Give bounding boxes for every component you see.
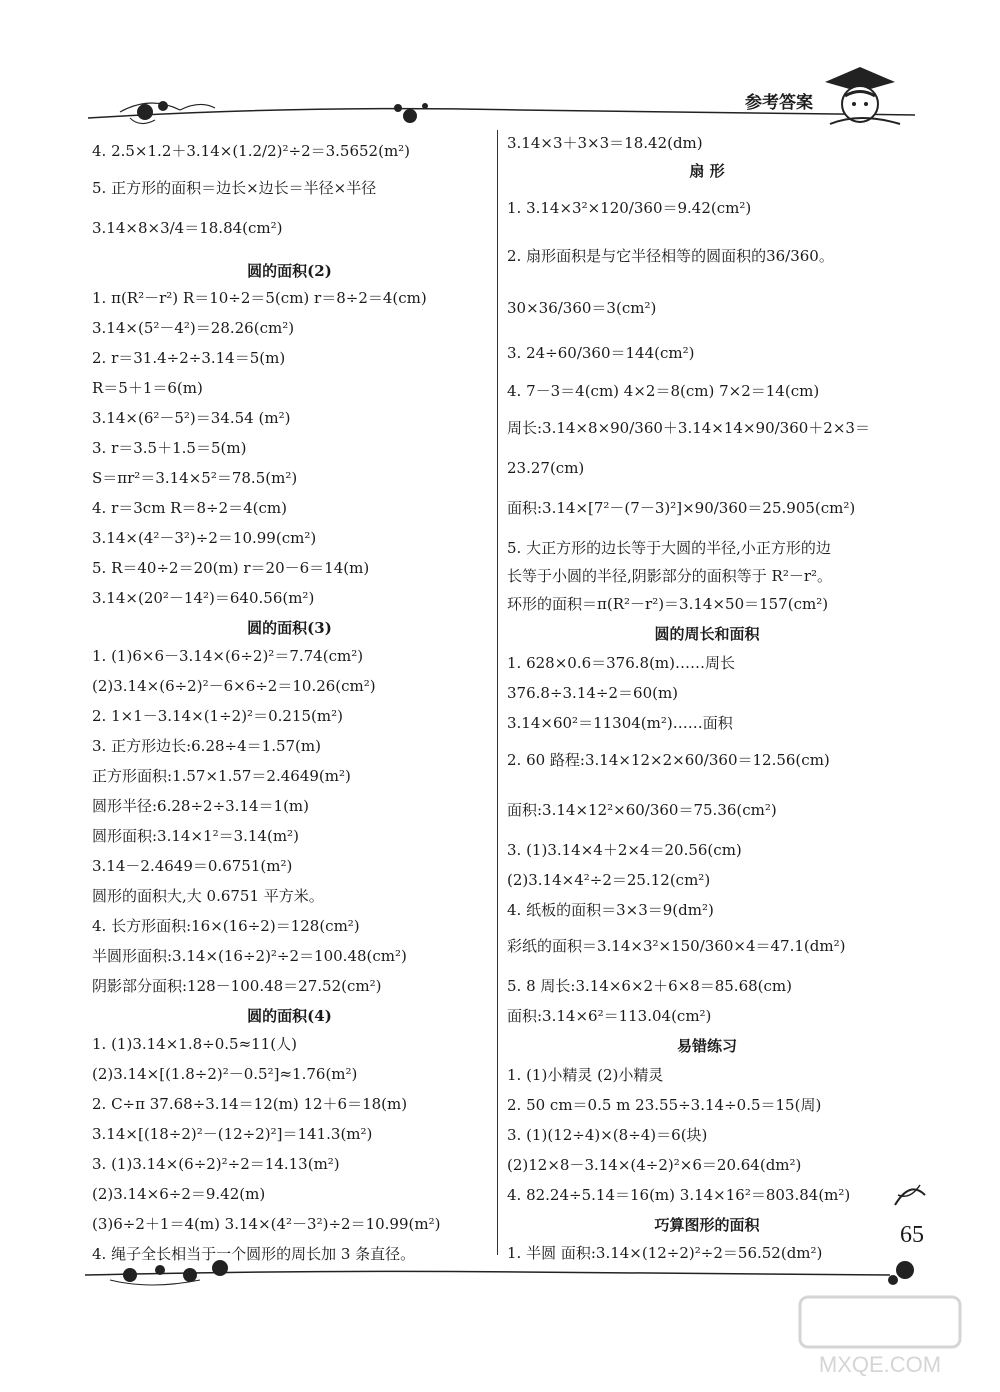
answer-line: 阴影部分面积:128－100.48＝27.52(cm²) (92, 977, 382, 995)
answer-line: 3.14×3＋3×3＝18.42(dm) (507, 134, 703, 152)
answer-line: 4. 7－3＝4(cm) 4×2＝8(cm) 7×2＝14(cm) (507, 382, 820, 400)
answer-line: 周长:3.14×8×90/360＋3.14×14×90/360＋2×3＝ (507, 419, 870, 437)
section-heading: 圆的周长和面积 (654, 625, 760, 643)
answer-line: 4. 长方形面积:16×(16÷2)＝128(cm²) (92, 917, 360, 935)
answer-line: 3.14×(5²－4²)＝28.26(cm²) (92, 319, 295, 337)
answer-line: 2. 扇形面积是与它半径相等的圆面积的36/360。 (507, 247, 834, 265)
answer-line: 3. 正方形边长:6.28÷4＝1.57(m) (92, 737, 321, 755)
section-heading: 圆的面积(3) (247, 619, 332, 637)
answer-line: 环形的面积＝π(R²－r²)＝3.14×50＝157(cm²) (507, 595, 829, 613)
section-heading: 易错练习 (676, 1037, 737, 1055)
answer-line: 1. 628×0.6＝376.8(m)……周长 (507, 654, 736, 672)
answer-line: S＝πr²＝3.14×5²＝78.5(m²) (92, 469, 298, 487)
answer-line: 376.8÷3.14÷2＝60(m) (507, 684, 679, 702)
answer-line: 圆形面积:3.14×1²＝3.14(m²) (92, 827, 299, 845)
answer-line: 3.14－2.4649＝0.6751(m²) (92, 857, 293, 875)
answer-line: 3.14×8×3/4＝18.84(cm²) (92, 219, 283, 237)
answer-line: 23.27(cm) (507, 459, 585, 477)
answer-line: 2. 60 路程:3.14×12×2×60/360＝12.56(cm) (507, 751, 830, 769)
page-number: 65 (900, 1222, 924, 1248)
answer-line: 1. 3.14×3²×120/360＝9.42(cm²) (507, 199, 752, 217)
answer-line: 3.14×(20²－14²)＝640.56(m²) (92, 589, 315, 607)
answer-line: 4. 纸板的面积＝3×3＝9(dm²) (507, 901, 714, 919)
answer-line: 4. 82.24÷5.14＝16(m) 3.14×16²＝803.84(m²) (507, 1186, 851, 1204)
answer-line: 4. r＝3cm R＝8÷2＝4(cm) (92, 499, 288, 517)
answer-line: 面积:3.14×6²＝113.04(cm²) (507, 1007, 712, 1025)
answer-line: (2)3.14×4²÷2＝25.12(cm²) (507, 871, 711, 889)
answer-line: 2. 1×1－3.14×(1÷2)²＝0.215(m²) (92, 707, 343, 725)
answer-line: 3. (1)3.14×4＋2×4＝20.56(cm) (507, 841, 742, 859)
answer-line: 3.14×(6²－5²)＝34.54 (m²) (92, 409, 291, 427)
answer-line: 2. C÷π 37.68÷3.14＝12(m) 12＋6＝18(m) (92, 1095, 408, 1113)
corner-ornament (890, 1175, 930, 1215)
answer-line: 4. 2.5×1.2＋3.14×(1.2/2)²÷2＝3.5652(m²) (92, 142, 411, 160)
answer-line: 5. 大正方形的边长等于大圆的半径,小正方形的边 (507, 539, 831, 557)
answer-line: 3. (1)(12÷4)×(8÷4)＝6(块) (507, 1126, 708, 1144)
section-heading: 扇 形 (689, 162, 725, 180)
answer-line: 5. 正方形的面积＝边长×边长＝半径×半径 (92, 179, 377, 197)
answer-line: R＝5＋1＝6(m) (92, 379, 203, 397)
section-heading: 圆的面积(2) (247, 262, 332, 280)
answer-line: (2)3.14×(6÷2)²－6×6÷2＝10.26(cm²) (92, 677, 376, 695)
header-title: 参考答案 (745, 93, 813, 113)
answer-line: 5. R＝40÷2＝20(m) r＝20－6＝14(m) (92, 559, 370, 577)
answer-line: 长等于小圆的半径,阴影部分的面积等于 R²－r²。 (507, 567, 833, 585)
watermark-logo (780, 1292, 980, 1382)
answer-line: (2)3.14×6÷2＝9.42(m) (92, 1185, 266, 1203)
answer-line: (2)12×8－3.14×(4÷2)²×6＝20.64(dm²) (507, 1156, 802, 1174)
answer-line: 圆形半径:6.28÷2÷3.14＝1(m) (92, 797, 310, 815)
answer-line: 2. 50 cm＝0.5 m 23.55÷3.14÷0.5＝15(周) (507, 1096, 822, 1114)
answer-line: 5. 8 周长:3.14×6×2＋6×8＝85.68(cm) (507, 977, 792, 995)
answer-line: 面积:3.14×12²×60/360＝75.36(cm²) (507, 801, 777, 819)
answer-line: 3. (1)3.14×(6÷2)²÷2＝14.13(m²) (92, 1155, 340, 1173)
answer-line: 面积:3.14×[7²－(7－3)²]×90/360＝25.905(cm²) (507, 499, 856, 517)
answer-line: 彩纸的面积＝3.14×3²×150/360×4＝47.1(dm²) (507, 937, 846, 955)
section-heading: 巧算图形的面积 (654, 1216, 760, 1234)
section-heading: 圆的面积(4) (247, 1007, 332, 1025)
answer-line: 3. 24÷60/360＝144(cm²) (507, 344, 695, 362)
answer-line: 圆形的面积大,大 0.6751 平方米。 (92, 887, 324, 905)
column-divider (497, 130, 498, 1255)
answer-line: 半圆形面积:3.14×(16÷2)²÷2＝100.48(cm²) (92, 947, 407, 965)
answer-line: 3. r＝3.5＋1.5＝5(m) (92, 439, 247, 457)
answer-line: 1. (1)小精灵 (2)小精灵 (507, 1066, 664, 1084)
answer-line: 1. π(R²－r²) R＝10÷2＝5(cm) r＝8÷2＝4(cm) (92, 289, 427, 307)
answer-line: 30×36/360＝3(cm²) (507, 299, 657, 317)
answer-line: (3)6÷2＋1＝4(m) 3.14×(4²－3²)÷2＝10.99(m²) (92, 1215, 441, 1233)
answer-line: 3.14×(4²－3²)÷2＝10.99(cm²) (92, 529, 317, 547)
answer-line: 1. (1)6×6－3.14×(6÷2)²＝7.74(cm²) (92, 647, 364, 665)
answer-line: 1. 半圆 面积:3.14×(12÷2)²÷2＝56.52(dm²) (507, 1244, 823, 1262)
answer-line: 2. r＝31.4÷2÷3.14＝5(m) (92, 349, 286, 367)
answer-line: 3.14×[(18÷2)²－(12÷2)²]＝141.3(m²) (92, 1125, 373, 1143)
answer-line: 4. 绳子全长相当于一个圆形的周长加 3 条直径。 (92, 1245, 416, 1263)
watermark-text: MXQE.COM (818, 1352, 942, 1377)
answer-line: 正方形面积:1.57×1.57＝2.4649(m²) (92, 767, 351, 785)
answer-line: 3.14×60²＝11304(m²)……面积 (507, 714, 733, 732)
answer-line: (2)3.14×[(1.8÷2)²－0.5²]≈1.76(m²) (92, 1065, 358, 1083)
mascot-icon (815, 62, 905, 132)
answer-line: 1. (1)3.14×1.8÷0.5≈11(人) (92, 1035, 297, 1053)
